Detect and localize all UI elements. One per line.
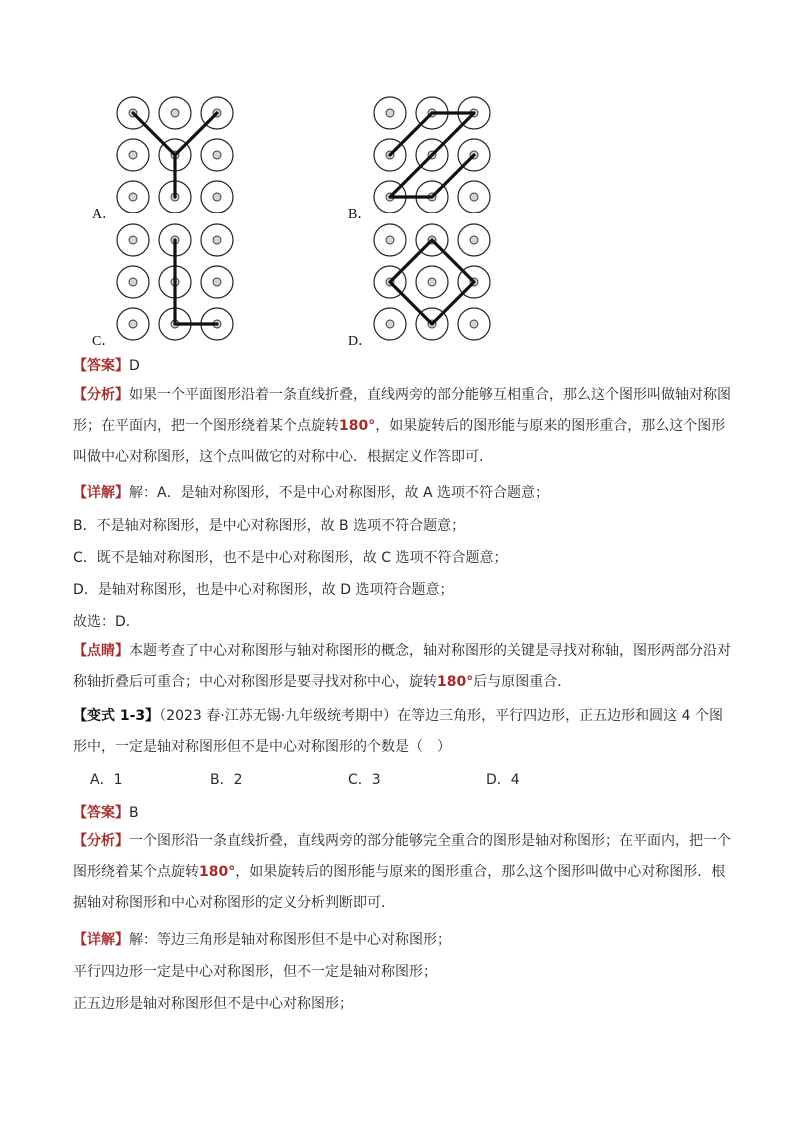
option-c: C．3 — [348, 772, 381, 788]
answer-tag: 【答案】 — [73, 805, 129, 821]
option-c-figure — [110, 220, 240, 344]
analysis-text-1: 如果一个平面图形沿着一条直线折叠，直线两旁的部分能够互相重合，那么这个图形叫做轴对称图形；在平面内，把一个图形绕着某个点旋转 — [73, 387, 731, 434]
analysis-tag: 【分析】 — [73, 387, 129, 403]
option-c-label: C． — [92, 334, 116, 349]
variant-source: （2023 春·江苏无锡·九年级统考期中） — [159, 708, 398, 724]
key-point-text-1: 本题考查了中心对称图形与轴对称图形的概念，轴对称图形的关键是寻找对称轴，图形两部分沿对称轴折叠后可重合；中心对称图形是要寻找对称中心，旋转 — [73, 643, 731, 690]
analysis-text-2: ，如果旋转后的图形能与原来的图形重合，那么这个图形叫做中心对称图形，这个点叫做它的对称中心．根据定义作答即可. — [73, 418, 726, 465]
option-d-figure — [367, 220, 497, 344]
detail-tag: 【详解】 — [73, 932, 129, 948]
answer-value: B — [129, 805, 139, 821]
angle-180: 180° — [339, 418, 376, 434]
option-b: B．2 — [210, 772, 243, 788]
detail-line-4: D．是轴对称图形，也是中心对称图形，故 D 选项符合题意； — [73, 582, 454, 598]
analysis-text-1: 一个图形沿一条直线折叠，直线两旁的部分能够完全重合的图形是轴对称图形；在平面内，把一个图形绕着某个点旋转 — [73, 833, 731, 880]
variant-stem: 在等边三角形，平行四边形，正五边形和圆这 4 个图形中，一定是轴对称图形但不是中心对称图形的个数是（ ） — [73, 708, 723, 755]
angle-180: 180° — [199, 864, 236, 880]
answer-tag: 【答案】 — [73, 358, 129, 374]
variant-tag: 【变式 1-3】 — [73, 708, 160, 724]
option-b-figure — [367, 93, 497, 213]
key-point-paragraph — [73, 636, 733, 698]
detail-line-3: C．既不是轴对称图形，也不是中心对称图形，故 C 选项不符合题意； — [73, 550, 508, 566]
detail-line-5: 故选：D． — [73, 614, 140, 630]
analysis-paragraph-2 — [73, 826, 733, 919]
answer-value: D — [129, 358, 140, 374]
key-point-tag: 【点睛】 — [73, 643, 129, 659]
variant-question — [73, 701, 733, 763]
detail2-line-2: 平行四边形一定是中心对称图形，但不一定是轴对称图形； — [73, 964, 437, 980]
detail-text: 解：等边三角形是轴对称图形但不是中心对称图形； — [129, 932, 451, 948]
detail-line-1 — [73, 482, 549, 502]
analysis-paragraph-1 — [73, 380, 733, 473]
option-a-figure — [110, 93, 240, 213]
answer-line-1 — [73, 355, 140, 375]
option-a: A．1 — [90, 772, 123, 788]
detail-line-2: B．不是轴对称图形，是中心对称图形，故 B 选项不符合题意； — [73, 518, 466, 534]
detail2-line-3: 正五边形是轴对称图形但不是中心对称图形； — [73, 996, 353, 1012]
key-point-text-2: 后与原图重合． — [473, 674, 572, 690]
detail-tag: 【详解】 — [73, 485, 129, 501]
detail-text: 解：A．是轴对称图形，不是中心对称图形，故 A 选项不符合题意； — [129, 485, 550, 501]
detail2-line-1 — [73, 929, 451, 949]
option-a-label: A． — [92, 207, 117, 222]
angle-180: 180° — [437, 674, 474, 690]
analysis-tag: 【分析】 — [73, 833, 129, 849]
option-d-label: D． — [348, 334, 373, 349]
option-d: D．4 — [486, 772, 520, 788]
option-b-label: B． — [348, 207, 372, 222]
answer-line-2 — [73, 802, 139, 822]
analysis-text-2: ，如果旋转后的图形能与原来的图形重合，那么这个图形叫做中心对称图形．根据轴对称图形和中心对称图形的定义分析判断即可． — [73, 864, 726, 911]
